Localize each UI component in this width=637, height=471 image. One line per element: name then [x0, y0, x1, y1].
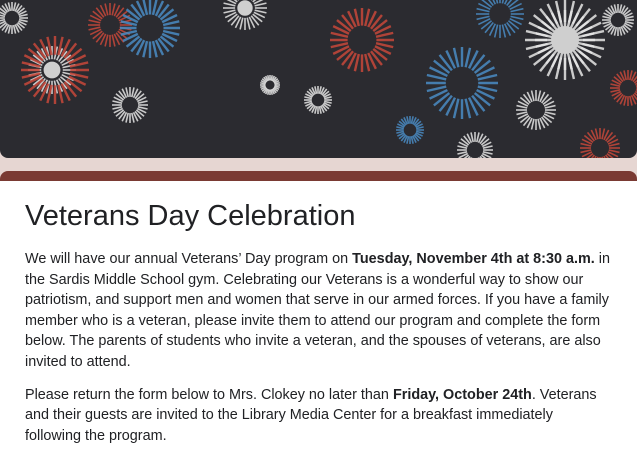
form-description	[25, 249, 611, 446]
firework-burst	[396, 116, 424, 144]
firework-burst	[457, 132, 493, 158]
firework-burst	[260, 75, 280, 95]
firework-burst	[610, 70, 637, 106]
fireworks-banner-image	[0, 0, 637, 158]
firework-burst	[120, 0, 180, 58]
firework-burst	[112, 87, 148, 123]
firework-burst	[330, 8, 394, 72]
firework-burst	[0, 2, 28, 34]
form-title: Veterans Day Celebration	[25, 199, 611, 233]
form-header-card	[0, 171, 637, 471]
firework-burst	[476, 0, 524, 38]
program-date: Tuesday, November 4th at 8:30 a.m.	[352, 251, 595, 267]
firework-burst	[223, 0, 267, 30]
description-paragraph-1: We will have our annual Veterans’ Day program on Tuesday, November 4th at 8:30 a.m. in the Sardis Middle School gym. Celebrating our Veterans is a wonderful way to show our patriotism, and support men and women that serve in our armed forces. If you have a family member who is a veteran, please invite them to attend our program and complete the form below. The parents of students who invite a veteran, and the spouses of veterans, are also invited to attend.	[25, 249, 611, 373]
firework-burst	[580, 128, 620, 158]
description-paragraph-2: Please return the form below to Mrs. Clokey no later than Friday, October 24th. Veterans and their guests are invited to the Library Media Center for a breakfast immediately following the program.	[25, 385, 611, 447]
firework-burst	[426, 47, 498, 119]
firework-burst	[304, 86, 332, 114]
firework-burst	[516, 90, 556, 130]
header-banner	[0, 0, 637, 158]
deadline-date: Friday, October 24th	[393, 387, 532, 403]
firework-burst	[602, 4, 634, 36]
firework-burst	[525, 0, 605, 80]
